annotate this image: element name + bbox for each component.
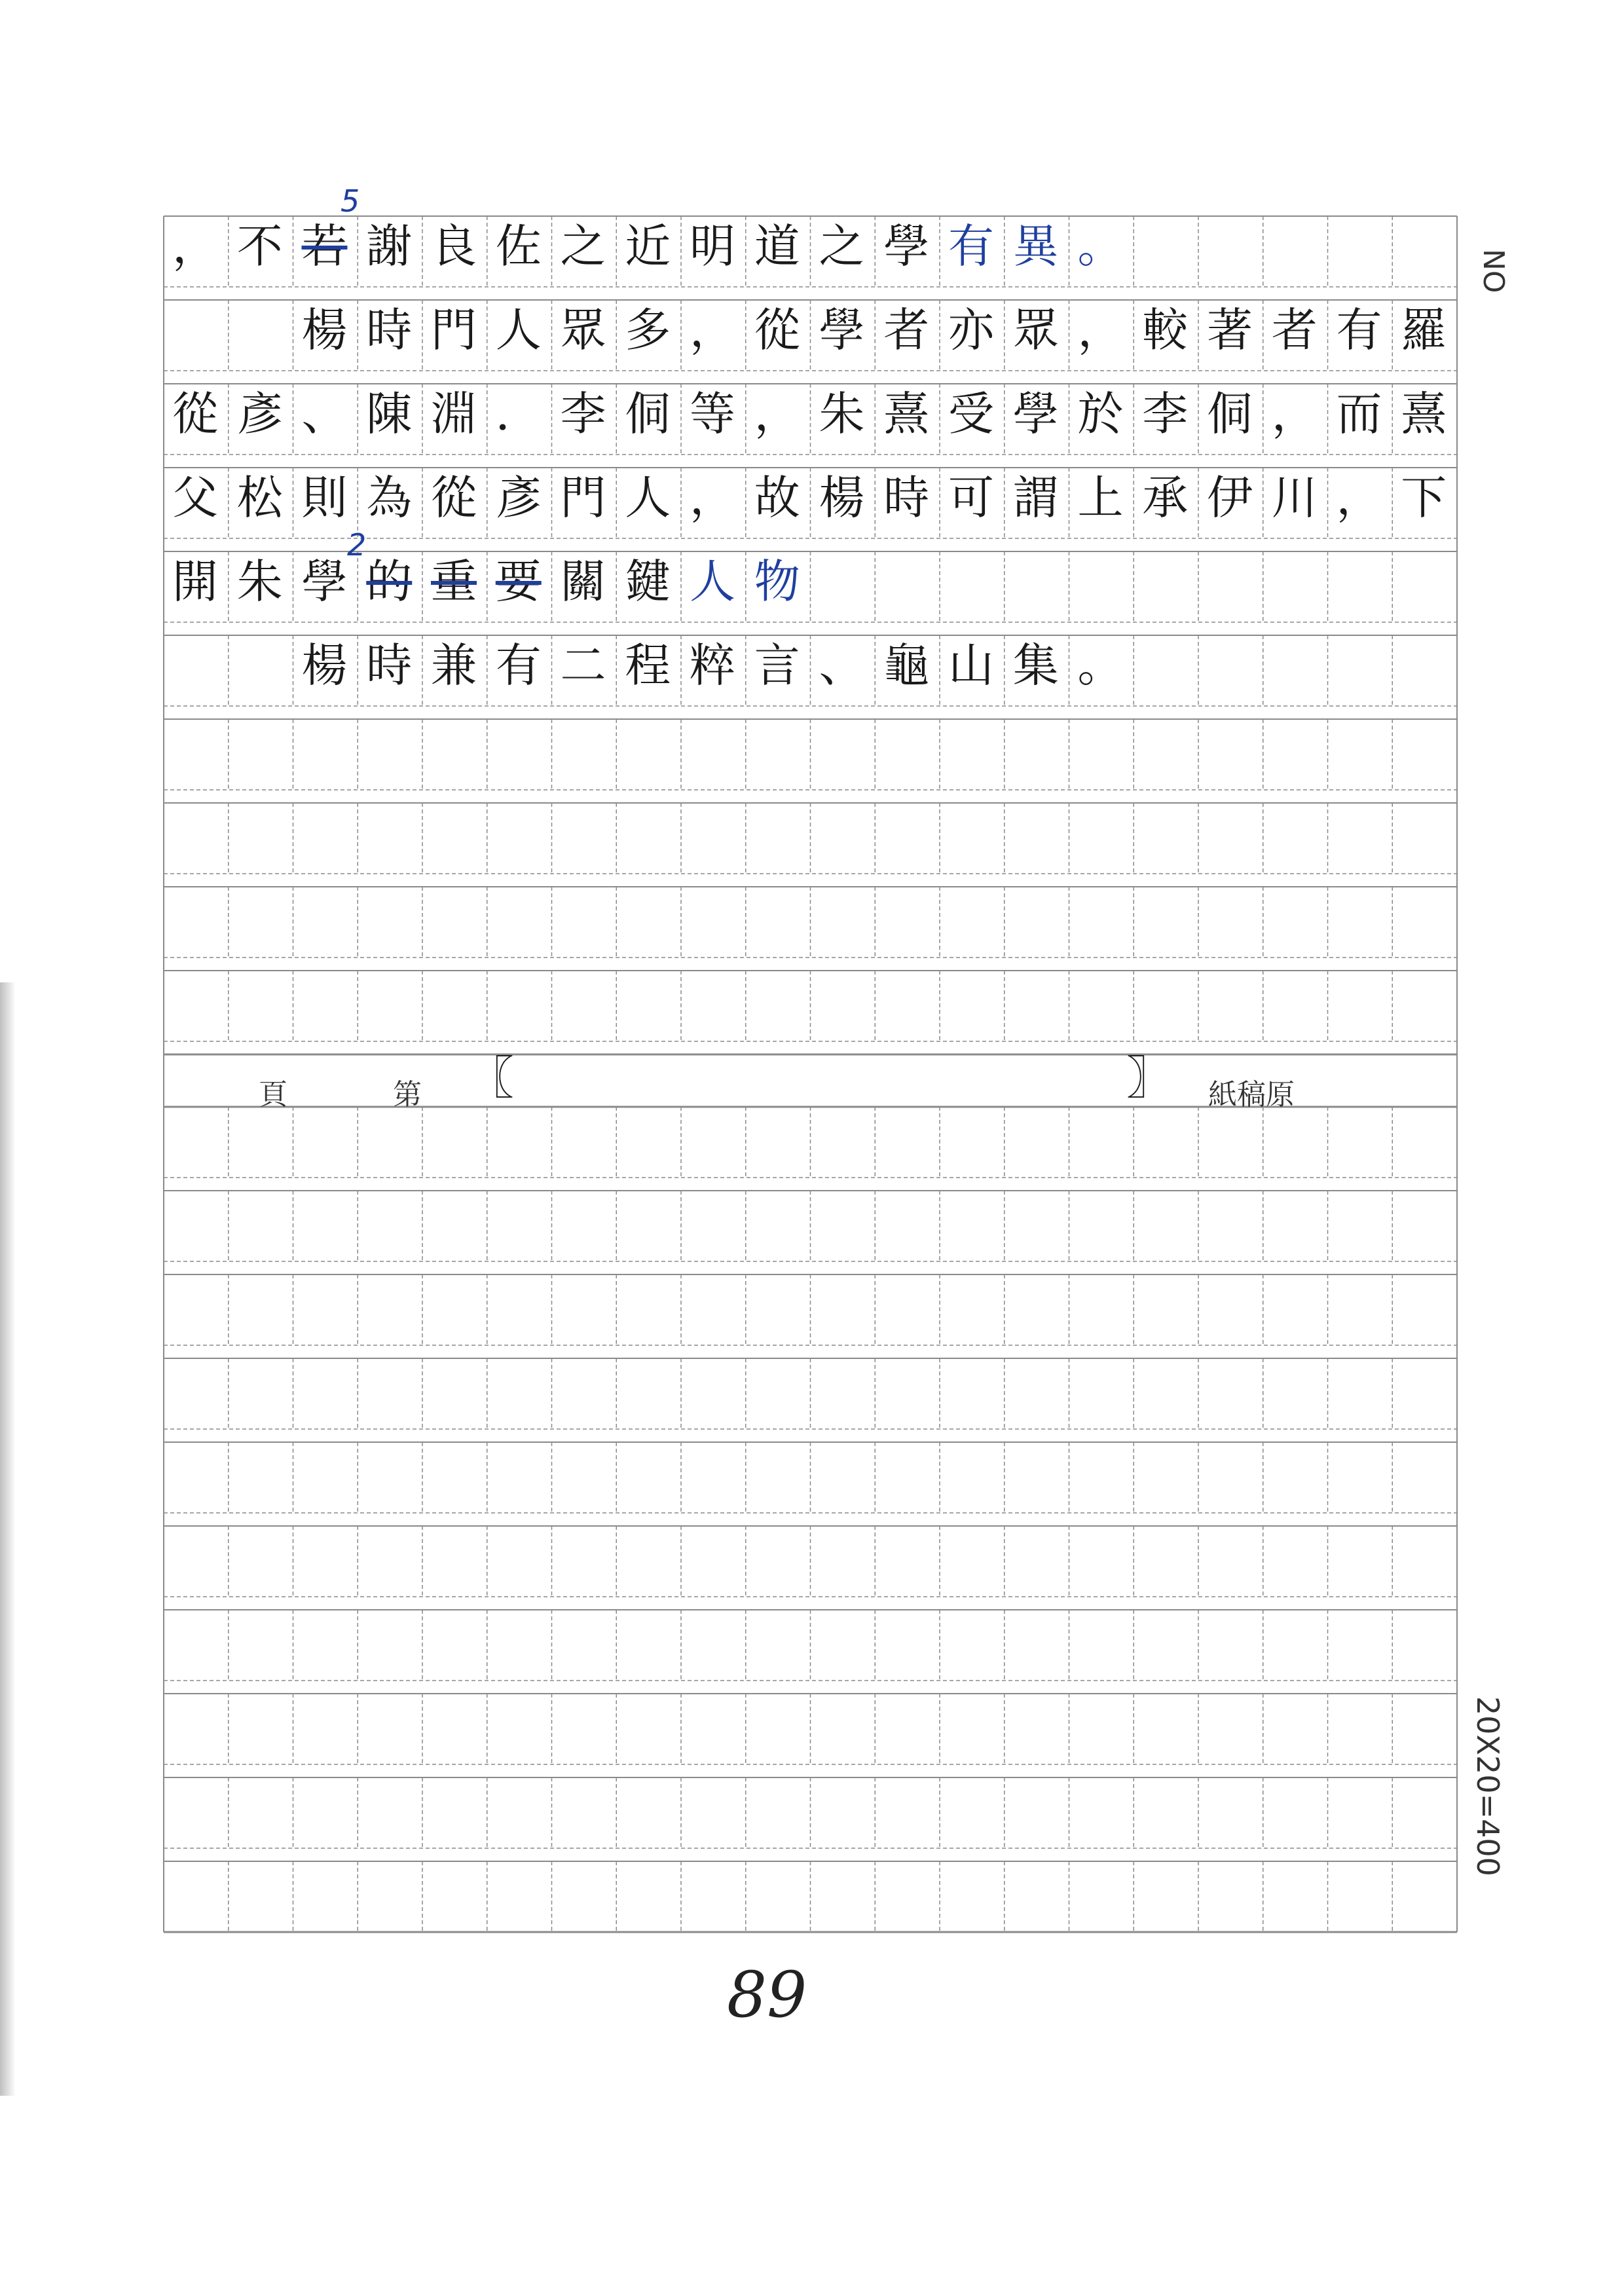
grid-char: 人 (625, 471, 671, 525)
grid-char: 多 (625, 303, 671, 357)
no-label: NO (1477, 249, 1510, 293)
grid-char: 道 (754, 219, 800, 273)
grid-char: 彥 (236, 387, 283, 441)
grid-char: 故 (754, 471, 800, 525)
grid-char: 關 (560, 555, 606, 608)
grid-char: 淵 (431, 387, 477, 441)
grid-char: 、 (301, 387, 348, 441)
grid-char: 從 (172, 387, 218, 441)
grid-char: 時 (366, 303, 413, 357)
grid-char: 謝 (366, 219, 413, 273)
grid-char: 佐 (495, 219, 542, 273)
grid-char: 熹 (883, 387, 930, 441)
grid-char: 受 (948, 387, 994, 441)
grid-char: 川 (1271, 471, 1318, 525)
grid-char: 學 (301, 555, 348, 608)
grid-char: 下 (1401, 471, 1447, 525)
grid-char: 朱 (819, 387, 865, 441)
grid-char: 彥 (495, 471, 542, 525)
right-bracket-mark: 〗 (1126, 1051, 1172, 1105)
grid-char: 謂 (1012, 471, 1059, 525)
grid-char: 楊 (301, 639, 348, 692)
grid-char: 時 (883, 471, 930, 525)
grid-char: 者 (883, 303, 930, 357)
grid-char: 開 (172, 555, 218, 608)
grid-char: 父 (172, 471, 218, 525)
grid-char: 有 (1336, 303, 1382, 357)
grid-char: 較 (1142, 303, 1189, 357)
grid-char: 龜 (883, 639, 930, 692)
grid-char: 、 (819, 639, 865, 692)
grid-char: 門 (560, 471, 606, 525)
grid-char: 伊 (1207, 471, 1253, 525)
grid-char: 集 (1012, 639, 1059, 692)
grid-char: 從 (754, 303, 800, 357)
grid-char: 者 (1271, 303, 1318, 357)
grid-char: ， (690, 471, 735, 525)
divider-left-char-1: 頁 (259, 1078, 287, 1111)
grid-char: 楊 (819, 471, 865, 525)
grid-char: 之 (819, 219, 865, 273)
grid-char: 學 (883, 219, 930, 273)
grid-char: 良 (431, 219, 477, 273)
grid-char: 而 (1336, 387, 1382, 441)
grid-char: ， (690, 303, 735, 357)
grid-char: 為 (366, 471, 413, 525)
grid-char: 眾 (1012, 303, 1059, 357)
grid-char: 有 (948, 219, 994, 273)
grid-char: 。 (1077, 639, 1124, 692)
grid-char: 人 (495, 303, 542, 357)
grid-char: 近 (625, 219, 671, 273)
grid-char: 時 (366, 639, 413, 692)
grid-char: 李 (1142, 387, 1189, 441)
divider-left-char-2: 第 (393, 1078, 422, 1111)
grid-spec-label: 20X20=400 (1470, 1696, 1505, 1876)
grid-char: 兼 (431, 639, 477, 692)
left-bracket-mark: 〖 (468, 1051, 514, 1105)
grid-char: 的 (366, 555, 413, 608)
grid-char: 。 (1077, 219, 1124, 273)
grid-char: 鍵 (625, 555, 671, 608)
grid-char: 著 (1207, 303, 1253, 357)
grid-char: 學 (1012, 387, 1059, 441)
grid-char: ， (1077, 303, 1124, 357)
grid-char: 從 (431, 471, 477, 525)
grid-char: 重 (431, 555, 477, 608)
grid-char: 粹 (690, 639, 735, 692)
grid-char: ， (1336, 471, 1382, 525)
grid-char: 則 (301, 471, 348, 525)
grid-char: 李 (560, 387, 606, 441)
grid-char: 等 (690, 387, 735, 441)
grid-char: 要 (495, 555, 542, 608)
grid-char: 言 (754, 639, 800, 692)
grid-char: 侗 (1207, 387, 1253, 441)
divider-right-text: 紙稿原 (1208, 1078, 1295, 1111)
grid-char: 物 (754, 555, 800, 608)
grid-char: 有 (495, 639, 542, 692)
grid-char: 侗 (625, 387, 671, 441)
grid-char: 陳 (366, 387, 413, 441)
grid-char: 二 (560, 639, 606, 692)
grid-char: 山 (948, 639, 994, 692)
grid-char: 門 (431, 303, 477, 357)
grid-char: 程 (625, 639, 671, 692)
grid-char: ， (754, 387, 800, 441)
grid-char: 熹 (1401, 387, 1447, 441)
correction-mark-row5: 2 (347, 527, 367, 563)
grid-char: 朱 (236, 555, 283, 608)
grid-char: 楊 (301, 303, 348, 357)
grid-char: 可 (948, 471, 994, 525)
grid-char: 人 (690, 555, 735, 608)
grid-char: ． (495, 387, 542, 441)
grid-char: 於 (1077, 387, 1124, 441)
grid-char: 學 (819, 303, 865, 357)
page-number: 89 (727, 1958, 807, 2032)
grid-char: 異 (1012, 219, 1059, 273)
grid-char: 之 (560, 219, 606, 273)
grid-char: 眾 (560, 303, 606, 357)
grid-char: 上 (1077, 471, 1124, 525)
grid-char: 羅 (1401, 303, 1447, 357)
grid-char: 若 (301, 219, 348, 273)
grid-char: 亦 (948, 303, 994, 357)
correction-mark-top: 5 (341, 183, 360, 219)
grid-char: ， (172, 219, 218, 273)
grid-char: ， (1271, 387, 1318, 441)
grid-char: 松 (236, 471, 283, 525)
grid-char: 明 (690, 219, 735, 273)
grid-char: 承 (1142, 471, 1189, 525)
grid-char: 不 (236, 219, 283, 273)
